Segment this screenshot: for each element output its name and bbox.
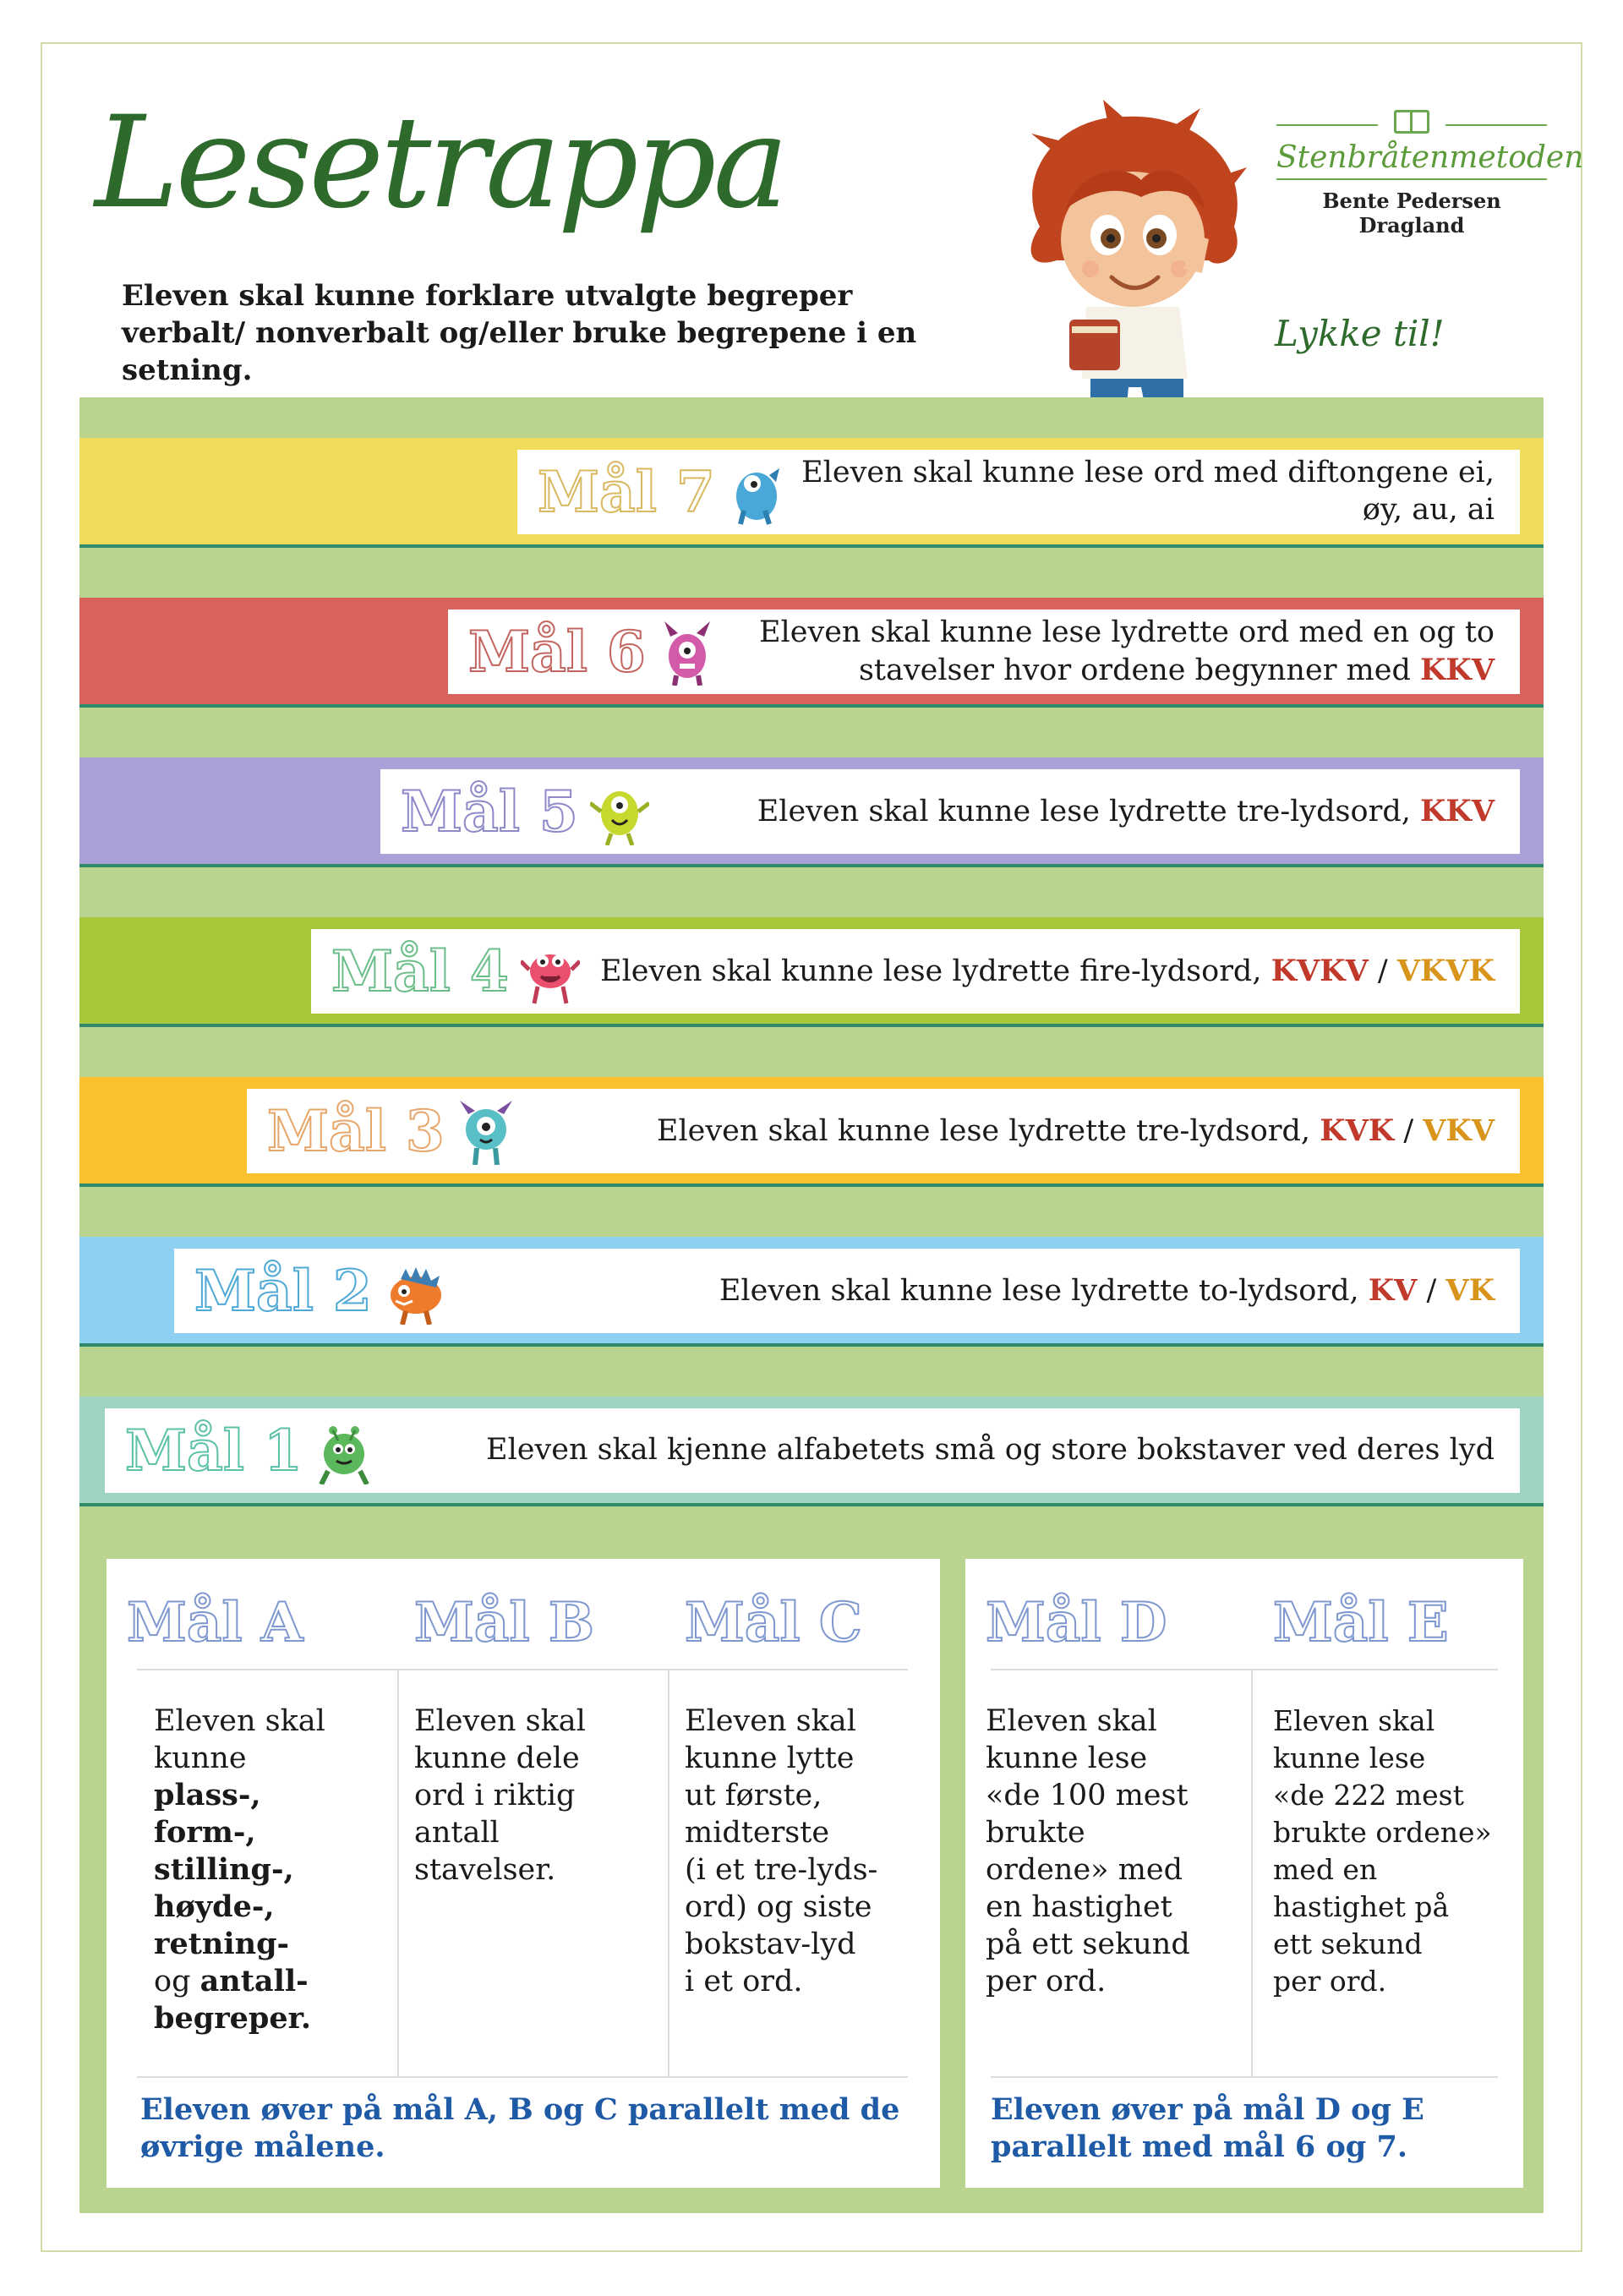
divider <box>1251 1670 1253 2076</box>
goal-4-label: Mål 4 <box>331 938 509 1004</box>
brand-name: Stenbråtenmetoden <box>1276 140 1584 175</box>
goal-1-card <box>105 1408 1520 1493</box>
goal-3-card <box>247 1089 1520 1173</box>
divider <box>137 1669 908 1670</box>
goal-5-card <box>380 769 1520 854</box>
goal-d-label: Mål D <box>986 1591 1167 1654</box>
goal-3-label: Mål 3 <box>267 1098 445 1164</box>
divider <box>668 1670 669 2076</box>
code-red: KV <box>1368 1272 1418 1308</box>
divider <box>991 2076 1498 2078</box>
goal-3-stripe <box>79 1077 1544 1187</box>
goal-2-card <box>174 1249 1520 1333</box>
open-book-icon <box>1394 110 1429 134</box>
goal-6-label: Mål 6 <box>468 619 646 685</box>
intro-text: Eleven skal kunne forklare utvalgte begreper verbalt/ nonverbalt og/eller bruke begrepene i en setning. <box>122 279 917 388</box>
goal-1-description: Eleven skal kjenne alfabetets små og store bokstaver ved deres lyd <box>486 1433 1495 1468</box>
divider <box>991 1669 1498 1670</box>
page-title: Lesetrappa <box>95 90 786 237</box>
brand-author: Bente Pedersen Dragland <box>1322 189 1501 238</box>
goal-5-label: Mål 5 <box>401 779 578 845</box>
goal-a-label: Mål A <box>127 1591 303 1654</box>
goal-2-description: Eleven skal kunne lese lydrette to-lydsord, KV / VK <box>719 1272 1495 1308</box>
goal-2-stripe <box>79 1237 1544 1347</box>
goal-b-column <box>394 1559 664 2066</box>
goal-a-text: Eleven skal kunne plass-, form-, stilling-, høyde-, retning- og antall- begreper. <box>154 1704 325 2036</box>
divider <box>137 2076 908 2078</box>
abc-footnote: Eleven øver på mål A, B og C parallelt med de øvrige målene. <box>140 2092 900 2164</box>
goal-7-stripe <box>79 438 1544 548</box>
goal-1-stripe <box>79 1397 1544 1506</box>
goal-4-stripe <box>79 917 1544 1027</box>
goal-4-description: Eleven skal kunne lese lydrette fire-lydsord, KVKV / VKVK <box>600 953 1495 988</box>
goal-7-label: Mål 7 <box>538 459 715 525</box>
code-red: KVK <box>1320 1112 1395 1148</box>
goal-b-text: Eleven skal kunne dele ord i riktig antall stavelser. <box>414 1704 586 1887</box>
goal-2-label: Mål 2 <box>194 1258 372 1324</box>
pink-crab-monster-icon <box>521 938 580 1005</box>
code-red: KVKV <box>1271 953 1369 988</box>
goal-6-description: Eleven skal kunne lese lydrette ord med en og to stavelser hvor ordene begynner med KKV <box>758 615 1495 687</box>
goal-5-description: Eleven skal kunne lese lydrette tre-lydsord, KKV <box>757 793 1495 828</box>
de-footnote: Eleven øver på mål D og E parallelt med mål 6 og 7. <box>991 2092 1424 2164</box>
yellow-green-monster-icon <box>590 778 649 845</box>
goal-c-label: Mål C <box>685 1591 862 1654</box>
orange-spiky-monster-icon <box>384 1257 443 1325</box>
code-orange: VKVK <box>1396 953 1495 988</box>
goals-de-box <box>965 1559 1523 2188</box>
goal-6-stripe <box>79 598 1544 708</box>
code-orange: VKV <box>1423 1112 1495 1148</box>
goal-e-column <box>1253 1559 1523 2066</box>
goal-d-column <box>965 1559 1253 2066</box>
greeting-text: Lykke til! <box>1275 313 1445 354</box>
goal-1-label: Mål 1 <box>125 1418 303 1484</box>
goal-c-text: Eleven skal kunne lytte ut første, midterste (i et tre-lyds- ord) og siste bokstav-lyd i et ord. <box>685 1704 878 1998</box>
goal-7-description: Eleven skal kunne lese ord med diftongene ei, øy, au, ai <box>801 456 1495 527</box>
code-orange: VK <box>1445 1272 1495 1308</box>
goal-e-text: Eleven skal kunne lese «de 222 mest brukte ordene» med en hastighet på ett sekund per ord. <box>1273 1704 1492 1998</box>
goal-e-label: Mål E <box>1273 1591 1449 1654</box>
pink-horned-monster-icon <box>658 618 717 686</box>
goal-b-label: Mål B <box>414 1591 594 1654</box>
goal-3-description: Eleven skal kunne lese lydrette tre-lydsord, KVK / VKV <box>656 1112 1495 1148</box>
code-red: KKV <box>1420 793 1495 828</box>
goal-6-card <box>448 610 1520 694</box>
goal-5-stripe <box>79 757 1544 867</box>
goal-4-card <box>311 929 1520 1014</box>
goal-7-card <box>517 450 1520 534</box>
goal-a-column <box>107 1559 394 2066</box>
goal-d-text: Eleven skal kunne lese «de 100 mest brukte ordene» med en hastighet på ett sekund per ord. <box>986 1704 1190 1998</box>
brand-logo <box>1276 110 1584 238</box>
goal-c-column <box>664 1559 940 2066</box>
teal-cyclops-monster-icon <box>456 1097 516 1165</box>
green-bug-monster-icon <box>314 1417 374 1484</box>
blue-dino-monster-icon <box>727 458 786 526</box>
goals-abc-box <box>107 1559 940 2188</box>
divider <box>397 1670 399 2076</box>
boy-with-books-illustration <box>1006 100 1260 438</box>
